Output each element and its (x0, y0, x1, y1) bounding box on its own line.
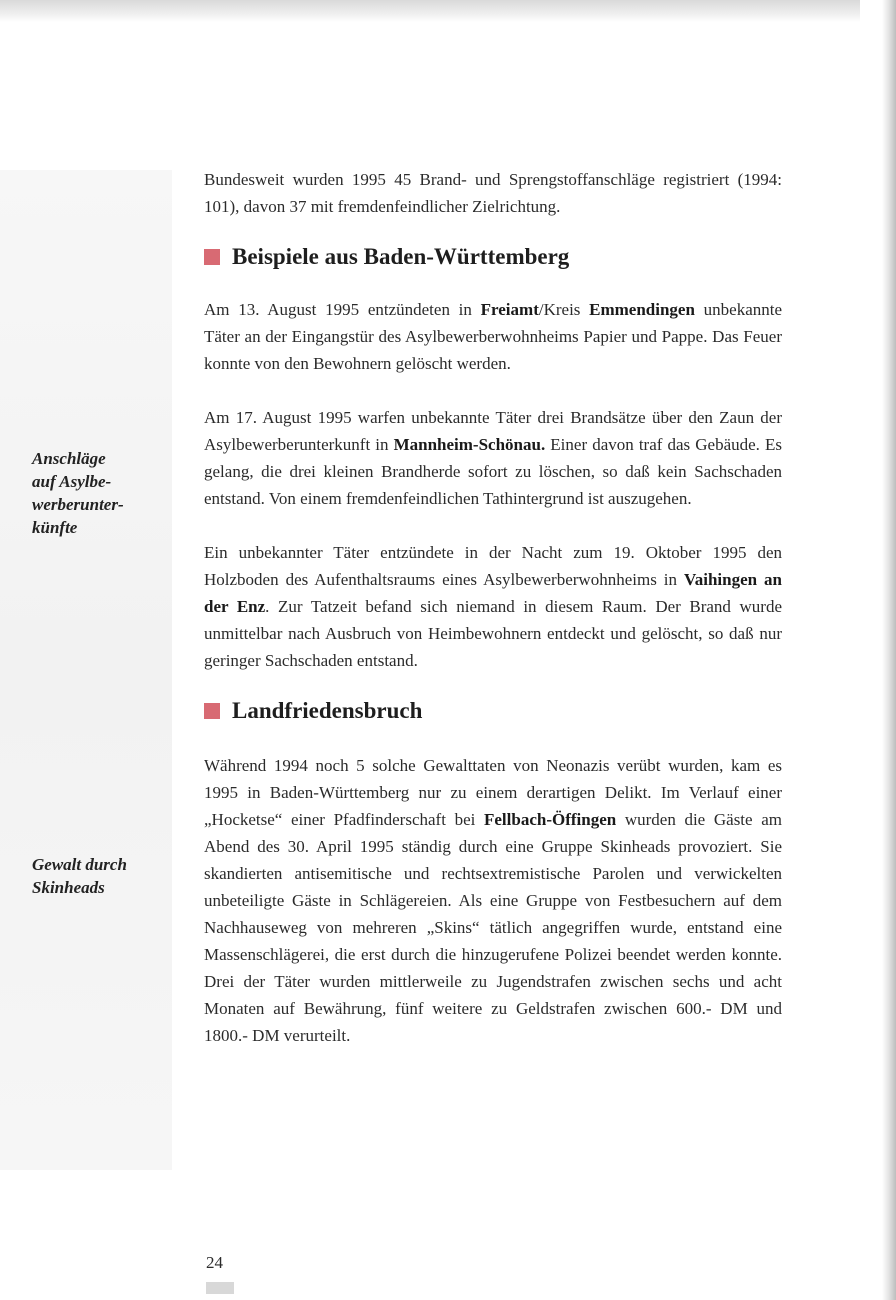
paragraph-mannheim (204, 404, 782, 512)
side-note-anschlaege (32, 447, 150, 539)
side-note-line: werberunter- (32, 495, 124, 514)
section-heading-text: Beispiele aus Baden-Württemberg (232, 244, 570, 269)
section-heading-text: Landfriedensbruch (232, 698, 423, 723)
place-name: Fellbach-Öffingen (483, 810, 617, 829)
text-run: Am 13. August 1995 entzündeten in (204, 300, 481, 319)
place-name: Mannheim-Schönau. (393, 435, 546, 454)
place-name: Vaihingen an der Enz (204, 570, 783, 616)
place-name: Freiamt (480, 300, 539, 319)
paragraph-vaihingen (204, 539, 782, 674)
margin-column (0, 170, 172, 1170)
section-heading-beispiele (204, 244, 782, 270)
place-name: Emmendingen (589, 300, 695, 319)
page-number-marker (206, 1282, 234, 1294)
text-run: /Kreis (538, 300, 590, 319)
intro-paragraph: Bundesweit wurden 1995 45 Brand- und Sprengstoffanschläge registriert (1994: 101), davon 37 mit fremdenfeindlicher Zielrichtung. (204, 170, 782, 216)
section-heading-landfriedensbruch (204, 698, 782, 724)
side-note-line: Anschläge (32, 449, 106, 468)
heading-bullet-icon (204, 249, 220, 265)
side-note-line: Gewalt durch (32, 855, 127, 874)
scan-top-edge (0, 0, 860, 22)
text-run: Während 1994 noch 5 solche Gewalttaten von Neonazis verübt wurden, kam es 1995 in Baden-Württemberg nur zu einem derartigen Delikt. Im Verlauf einer „Hocketse“ einer Pfadfinderschaft bei (204, 756, 782, 829)
text-run: Einer davon traf das Gebäude. Es gelang, die drei kleinen Brandherde sofort zu löschen, so daß kein Sachschaden entstand. Von einem fremdenfeindlichen Tathintergrund ist auszugehen. (204, 435, 783, 508)
paragraph-fellbach (204, 752, 782, 1049)
side-note-line: künfte (32, 518, 78, 537)
side-note-gewalt (32, 853, 150, 899)
side-note-line: auf Asylbe- (32, 472, 112, 491)
paragraph-freiamt (204, 296, 782, 377)
text-run: unbekannte Täter an der Eingangstür des Asylbewerberwohnheims Papier und Pappe. Das Feuer konnte von den Bewohnern gelöscht werden. (204, 300, 783, 373)
heading-bullet-icon (204, 703, 220, 719)
main-text-column (204, 166, 782, 1049)
text-run: . Zur Tatzeit befand sich niemand in diesem Raum. Der Brand wurde unmittelbar nach Ausbruch von Heimbewohnern entdeckt und gelöscht, so daß nur geringer Sachschaden entstand. (204, 597, 782, 670)
side-note-line: Skinheads (32, 878, 105, 897)
scan-right-edge (882, 0, 896, 1300)
text-run: Ein unbekannter Täter entzündete in der Nacht zum 19. Oktober 1995 den Holzboden des Aufenthaltsraums eines Asylbewerberwohnheims in (204, 543, 782, 589)
text-run: Am 17. August 1995 warfen unbekannte Täter drei Brandsätze über den Zaun der Asylbewerberunterkunft in (204, 408, 782, 454)
page-number: 24 (206, 1253, 223, 1272)
text-run: wurden die Gäste am Abend des 30. April 1995 ständig durch eine Gruppe Skinheads provoziert. Sie skandierten antisemitische und rechtsextremistische Parolen und verwickelten unbeteiligte Gäste in Schlägereien. Als eine Gruppe von Festbesuchern auf dem Nachhauseweg von mehreren „Skins“ tätlich angegriffen wurde, entstand eine Massenschlägerei, die erst durch die hinzugerufene Polizei beendet werden konnte. Drei der Täter wurden mittlerweile zu Jugendstrafen zwischen sechs und acht Monaten auf Bewährung, fünf weitere zu Geldstrafen zwischen 600.- DM und 1800.- DM verurteilt. (204, 810, 782, 1045)
